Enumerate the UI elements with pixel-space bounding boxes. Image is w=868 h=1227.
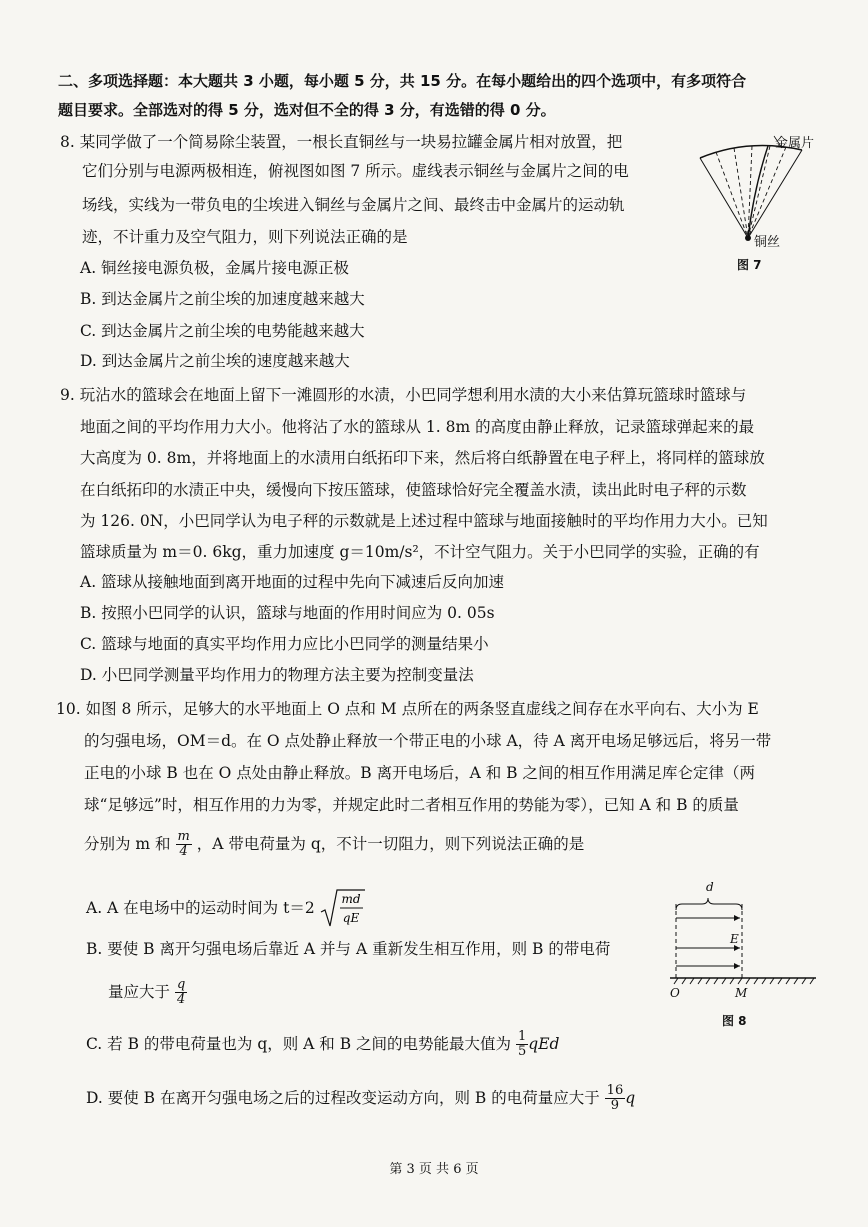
- frac-den: 4: [176, 992, 186, 1008]
- q10-option-b-line2: [108, 978, 187, 1008]
- sqrt-numerator: md: [341, 892, 361, 906]
- q10-option-d: [86, 1084, 635, 1114]
- q10-line1: 10. 如图 8 所示，足够大的水平地面上 O 点和 M 点所在的两条竖直虚线之间存在水平向右、大小为 E: [56, 700, 759, 718]
- q10-line4: 球“足够远”时，相互作用的力为零，并规定此时二者相互作用的势能为零），已知 A 和 B 的质量: [84, 796, 739, 814]
- q10-option-a-pre: A. A 在电场中的运动时间为 t＝2: [86, 899, 315, 917]
- q9-option-d: D. 小巴同学测量平均作用力的物理方法主要为控制变量法: [80, 666, 474, 684]
- sqrt-denominator: qE: [342, 911, 359, 925]
- q8-option-d: D. 到达金属片之前尘埃的速度越来越大: [80, 352, 350, 370]
- q10-option-b-line1: B. 要使 B 离开匀强电场后靠近 A 并与 A 重新发生相互作用，则 B 的带电荷: [86, 940, 611, 958]
- q8-line3: 场线，实线为一带负电的尘埃进入铜丝与金属片之间、最终击中金属片的运动轨: [82, 196, 625, 214]
- q9-line3: 大高度为 0. 8m，并将地面上的水渍用白纸拓印下来，然后将白纸静置在电子秤上，将同样的篮球放: [80, 449, 765, 467]
- q9-option-a: A. 篮球从接触地面到离开地面的过程中先向下减速后反向加速: [80, 573, 505, 591]
- frac-num: m: [177, 829, 190, 844]
- q10-line3: 正电的小球 B 也在 O 点处由静止释放。B 离开电场后，A 和 B 之间的相互作用满足库仑定律（两: [84, 764, 755, 782]
- figure-8-m-label: M: [735, 986, 748, 1000]
- fraction-16-over-9: [605, 1084, 626, 1114]
- q9-option-c: C. 篮球与地面的真实平均作用力应比小巴同学的测量结果小: [80, 635, 489, 653]
- frac-num: 1: [518, 1029, 527, 1044]
- q10-line5: [84, 830, 584, 860]
- q10-line5-pre: 分别为 m 和: [84, 834, 171, 853]
- figure-7-plate-label: 金属片: [775, 136, 815, 151]
- q8-line1: 8. 某同学做了一个简易除尘装置，一根长直铜丝与一块易拉罐金属片相对放置，把: [60, 133, 623, 151]
- q10-option-d-pre: D. 要使 B 在离开匀强电场之后的过程改变运动方向，则 B 的电荷量应大于: [86, 1088, 600, 1107]
- q9-line1: 9. 玩沾水的篮球会在地面上留下一滩圆形的水渍，小巴同学想利用水渍的大小来估算玩篮球时篮球与: [60, 386, 747, 404]
- q10-option-a: [86, 888, 366, 930]
- figure-8-caption: 图 8: [722, 1014, 747, 1028]
- page-footer: 第 3 页 共 6 页: [389, 1162, 479, 1177]
- q8-option-c: C. 到达金属片之前尘埃的电势能越来越大: [80, 322, 365, 340]
- q10-line2: 的匀强电场，OM＝d。在 O 点处静止释放一个带正电的小球 A，待 A 离开电场足够远后，将另一带: [84, 732, 772, 750]
- q9-option-b: B. 按照小巴同学的认识，篮球与地面的作用时间应为 0. 05s: [80, 604, 495, 622]
- figure-8-d-label: d: [706, 880, 714, 894]
- q9-line5: 为 126. 0N，小巴同学认为电子秤的示数就是上述过程中篮球与地面接触时的平均作用力大小。已知: [80, 512, 768, 530]
- figure-8-o-label: O: [670, 986, 680, 1000]
- section-heading-line1: 二、多项选择题：本大题共 3 小题，每小题 5 分，共 15 分。在每小题给出的四个选项中，有多项符合: [58, 72, 747, 90]
- q10-option-c-post: qEd: [528, 1034, 560, 1053]
- figure-7-wire-label: 铜丝: [754, 235, 781, 250]
- frac-den: 4: [179, 844, 188, 860]
- figure-8-e-label: E: [730, 932, 739, 946]
- q10-option-c: [86, 1030, 559, 1060]
- figure-8-diagram: [666, 880, 826, 992]
- q9-line4: 在白纸拓印的水渍正中央，缓慢向下按压篮球，使篮球恰好完全覆盖水渍，读出此时电子秤的示数: [80, 481, 747, 499]
- frac-num: 16: [606, 1083, 624, 1098]
- fraction-q-over-4: [175, 978, 187, 1008]
- frac-den: 9: [610, 1098, 620, 1114]
- q10-option-d-post: q: [625, 1088, 636, 1107]
- q9-line2: 地面之间的平均作用力大小。他将沾了水的篮球从 1. 8m 的高度由静止释放，记录篮球弹起来的最: [80, 418, 755, 436]
- q10-option-b-line2-pre: 量应大于: [108, 982, 171, 1001]
- figure-7-caption: 图 7: [737, 258, 762, 272]
- frac-den: 5: [518, 1044, 527, 1060]
- q9-line6: 篮球质量为 m＝0. 6kg，重力加速度 g＝10m/s²，不计空气阻力。关于小巴同学的实验，正确的有: [80, 543, 760, 561]
- fraction-1-over-5: [516, 1030, 528, 1060]
- q8-line4: 迹，不计重力及空气阻力，则下列说法正确的是: [82, 228, 408, 246]
- section-heading-line2: 题目要求。全部选对的得 5 分，选对但不全的得 3 分，有选错的得 0 分。: [58, 101, 556, 119]
- fraction-m-over-4: [176, 830, 192, 860]
- sqrt-sign-icon: [320, 888, 366, 930]
- frac-num: q: [176, 977, 186, 992]
- q10-line5-post: ，A 带电荷量为 q，不计一切阻力，则下列说法正确的是: [196, 834, 585, 853]
- q10-option-c-pre: C. 若 B 的带电荷量也为 q，则 A 和 B 之间的电势能最大值为: [86, 1034, 512, 1053]
- sqrt-md-over-qe: [320, 888, 366, 930]
- q8-line2: 它们分别与电源两极相连，俯视图如图 7 所示。虚线表示铜丝与金属片之间的电: [82, 162, 629, 180]
- q8-option-b: B. 到达金属片之前尘埃的加速度越来越大: [80, 290, 365, 308]
- q8-option-a: A. 铜丝接电源负极，金属片接电源正极: [80, 259, 350, 277]
